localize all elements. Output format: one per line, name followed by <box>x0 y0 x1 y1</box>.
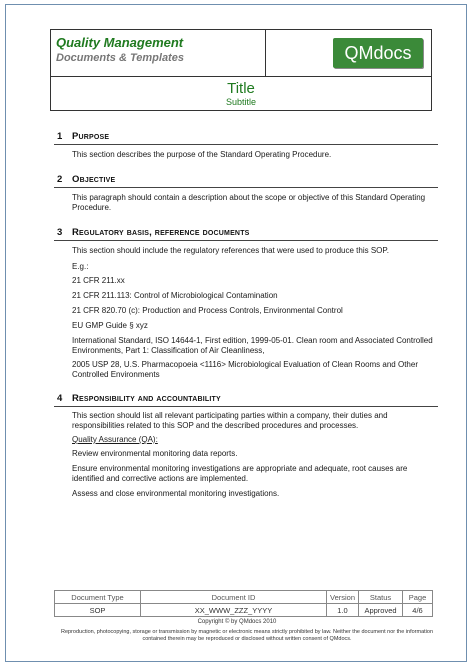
org-subtitle: Documents & Templates <box>56 52 184 64</box>
paragraph: This paragraph should contain a description about the scope or objective of this Standard Operating Procedure. <box>72 193 426 212</box>
footer-label-version: Version <box>327 591 359 604</box>
reference-item: 21 CFR 820.70 (c): Production and Process Controls, Environmental Control <box>72 306 343 315</box>
document-page <box>5 4 467 662</box>
section-heading <box>54 131 438 145</box>
section-title: Responsibility and accountability <box>72 393 221 404</box>
copyright-notice: Copyright © by QMdocs 2010 <box>197 619 277 625</box>
section-number: 4 <box>57 393 63 404</box>
section-title: Purpose <box>72 131 110 142</box>
footer-label-status: Status <box>359 591 403 604</box>
reference-item: 2005 USP 28, U.S. Pharmacopoeia <1116> Microbiological Evaluation of Clean Rooms and Other Controlled Environments <box>72 360 418 379</box>
footer-label-document-type: Document Type <box>55 591 141 604</box>
section-number: 3 <box>57 227 63 238</box>
paragraph: E.g.: <box>72 262 89 271</box>
document-subtitle: Subtitle <box>225 97 257 107</box>
section-responsibility <box>54 393 438 498</box>
reference-item: 21 CFR 211.xx <box>72 276 125 285</box>
section-heading <box>54 393 438 407</box>
paragraph: This section should list all relevant participating parties within a company, their duties and responsibilities related to this SOP and the described procedures and processes. <box>72 411 388 430</box>
section-title: Regulatory basis, reference documents <box>72 227 250 238</box>
footer-value-row <box>55 604 433 617</box>
footer-value-page: 4/6 <box>403 604 433 617</box>
logo-text-qm: QM <box>344 43 374 63</box>
paragraph: Review environmental monitoring data reports. <box>72 449 238 458</box>
section-title: Objective <box>72 174 116 185</box>
section-regulatory <box>54 227 438 379</box>
section-purpose <box>54 131 438 159</box>
header-top-row <box>51 30 431 77</box>
footer-header-row <box>55 591 433 604</box>
footer-value-status: Approved <box>359 604 403 617</box>
paragraph: This section should include the regulatory references that were used to produce this SOP. <box>72 246 389 255</box>
paragraph: Ensure environmental monitoring investigations are appropriate and adequate, root causes are identified and corrective actions are implemented. <box>72 464 408 483</box>
reference-item: 21 CFR 211.113: Control of Microbiological Contamination <box>72 291 278 300</box>
qmdocs-logo <box>333 38 423 68</box>
footer-label-document-id: Document ID <box>141 591 327 604</box>
reference-item: International Standard, ISO 14644-1, First edition, 1999-05-01. Clean room and Associated Controlled Environments, Part 1: Classification of Air Cleanliness, <box>72 336 433 355</box>
logo-text-docs: docs <box>373 43 412 63</box>
footer-value-document-id: XX_WWW_ZZZ_YYYY <box>141 604 327 617</box>
paragraph: Assess and close environmental monitoring investigations. <box>72 489 280 498</box>
header-org-cell <box>51 30 266 76</box>
org-name: Quality Management <box>56 35 184 50</box>
footer-value-document-type: SOP <box>55 604 141 617</box>
section-objective <box>54 174 438 212</box>
qa-subheading: Quality Assurance (QA): <box>72 435 158 444</box>
document-title: Title <box>227 80 255 97</box>
section-heading <box>54 227 438 241</box>
reference-item: EU GMP Guide § xyz <box>72 321 148 330</box>
section-heading <box>54 174 438 188</box>
section-number: 2 <box>57 174 63 185</box>
document-footer-table <box>54 590 433 617</box>
footer-label-page: Page <box>403 591 433 604</box>
document-header <box>50 29 432 111</box>
footer-value-version: 1.0 <box>327 604 359 617</box>
legal-notice: Reproduction, photocopying, storage or transmission by magnetic or electronic means strictly prohibited by law. Neither the document nor the information contained therein may be reproduced or disclosed without written consent of QMdocs. <box>60 629 434 642</box>
section-number: 1 <box>57 131 63 142</box>
paragraph: This section describes the purpose of the Standard Operating Procedure. <box>72 150 332 159</box>
